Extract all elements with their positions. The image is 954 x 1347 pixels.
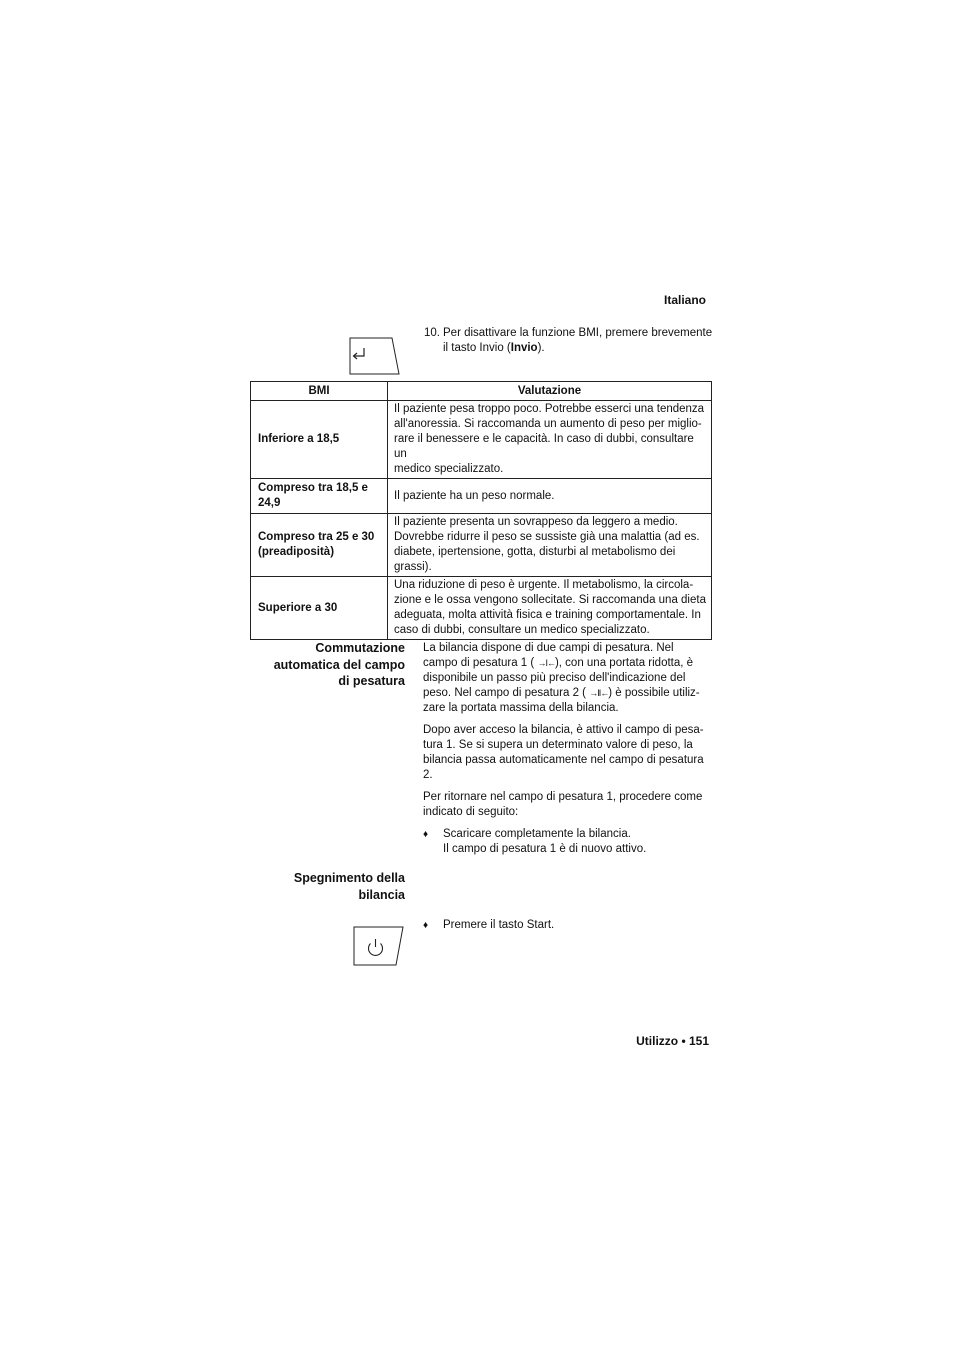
evaluation-line: Una riduzione di peso è urgente. Il metabolismo, la circola- xyxy=(394,579,694,591)
text-line: ), con una portata ridotta, è xyxy=(554,657,694,669)
text-line: Dopo aver acceso la bilancia, è attivo il campo di pesa- xyxy=(423,724,704,736)
section-heading-spegnimento xyxy=(225,870,405,903)
bmi-range-cell: Inferiore a 18,5 xyxy=(251,401,388,479)
weighing-range-2-symbol: →II← xyxy=(589,688,609,698)
evaluation-line: Il paziente presenta un sovrappeso da leggero a medio. xyxy=(394,516,678,528)
heading-line: Spegnimento della xyxy=(293,871,405,885)
table-header-row xyxy=(251,382,712,401)
table-row xyxy=(251,514,712,577)
evaluation-line: all'anoressia. Si raccomanda un aumento di peso per miglio- xyxy=(394,418,702,430)
power-icon xyxy=(353,926,405,966)
text-line: indicato di seguito: xyxy=(423,806,519,818)
diamond-bullet-icon: ♦ xyxy=(423,920,429,931)
evaluation-line: Il paziente ha un peso normale. xyxy=(394,489,555,502)
weighing-range-1-symbol: →I← xyxy=(537,658,555,668)
bullet-item xyxy=(423,827,713,857)
text-line: peso. Nel campo di pesatura 2 ( xyxy=(423,687,587,699)
page-footer: Utilizzo • 151 xyxy=(636,1034,709,1048)
bmi-range-cell: Compreso tra 25 e 30 (preadiposità) xyxy=(251,514,388,577)
bullet-line: Scaricare completamente la bilancia. xyxy=(443,828,631,840)
table-row xyxy=(251,401,712,479)
diamond-bullet-icon: ♦ xyxy=(423,829,429,840)
table-row xyxy=(251,479,712,514)
evaluation-cell xyxy=(388,577,712,640)
section-body-commutazione xyxy=(423,641,713,857)
evaluation-line: zione e le ossa vengono sollecitate. Si raccomanda una dieta xyxy=(394,594,706,606)
step-number: 10. xyxy=(424,327,440,339)
evaluation-line: diabete, ipertensione, gotta, disturbi al metabolismo dei xyxy=(394,546,676,558)
heading-line: bilancia xyxy=(358,887,405,902)
bmi-range-cell: Compreso tra 18,5 e 24,9 xyxy=(251,479,388,514)
table-row xyxy=(251,577,712,640)
step-text-start: Per disattivare la funzione BMI, premere brevemente il tasto Invio ( xyxy=(443,327,713,354)
evaluation-line: medico specializzato. xyxy=(394,463,504,475)
power-key-illustration xyxy=(353,926,405,966)
text-line: 2. xyxy=(423,769,433,781)
heading-line: Commutazione xyxy=(315,641,405,655)
text-line: La bilancia dispone di due campi di pesatura. Nel xyxy=(423,642,674,654)
text-line: zare la portata massima della bilancia. xyxy=(423,702,619,714)
evaluation-line: rare il benessere e le capacità. In caso di dubbi, consultare un xyxy=(394,433,694,460)
text-line: campo di pesatura 1 ( xyxy=(423,657,535,669)
heading-line: automatica del campo xyxy=(273,657,405,672)
text-line: disponibile un passo più preciso dell'indicazione del xyxy=(423,672,686,684)
text-line: Per ritornare nel campo di pesatura 1, procedere come xyxy=(423,791,703,803)
enter-arrow-icon xyxy=(349,337,401,375)
column-header-bmi: BMI xyxy=(251,382,388,401)
evaluation-cell xyxy=(388,479,712,514)
step-text-end: ). xyxy=(537,342,545,354)
bullet-line: Premere il tasto Start. xyxy=(443,919,555,931)
page-language-header: Italiano xyxy=(663,293,706,307)
evaluation-line: Dovrebbe ridurre il peso se sussiste già una malattia (ad es. xyxy=(394,531,700,543)
paragraph xyxy=(423,790,713,820)
evaluation-line: grassi). xyxy=(394,561,432,573)
text-line: bilancia passa automaticamente nel campo di pesatura xyxy=(423,754,704,766)
section-heading-commutazione xyxy=(225,640,405,690)
evaluation-line: Il paziente pesa troppo poco. Potrebbe esserci una tendenza xyxy=(394,403,705,415)
step-10 xyxy=(424,326,714,356)
step-text xyxy=(443,326,714,356)
bullet-item xyxy=(423,918,733,933)
bmi-range-cell: Superiore a 30 xyxy=(251,577,388,640)
evaluation-cell xyxy=(388,514,712,577)
evaluation-line: caso di dubbi, consultare un medico specializzato. xyxy=(394,624,650,636)
evaluation-line: adeguata, molta attività fisica e training comportamentale. In xyxy=(394,609,701,621)
heading-line: di pesatura xyxy=(338,674,405,688)
key-name-invio: Invio xyxy=(510,342,538,354)
paragraph xyxy=(423,641,713,716)
evaluation-cell xyxy=(388,401,712,479)
bmi-table xyxy=(250,381,712,640)
paragraph xyxy=(423,723,713,783)
text-line: ) è possibile utiliz- xyxy=(608,687,700,699)
enter-key-illustration xyxy=(349,337,401,375)
bullet-line: Il campo di pesatura 1 è di nuovo attivo. xyxy=(443,843,647,855)
text-line: tura 1. Se si supera un determinato valore di peso, la xyxy=(423,739,693,751)
column-header-valutazione: Valutazione xyxy=(388,382,712,401)
